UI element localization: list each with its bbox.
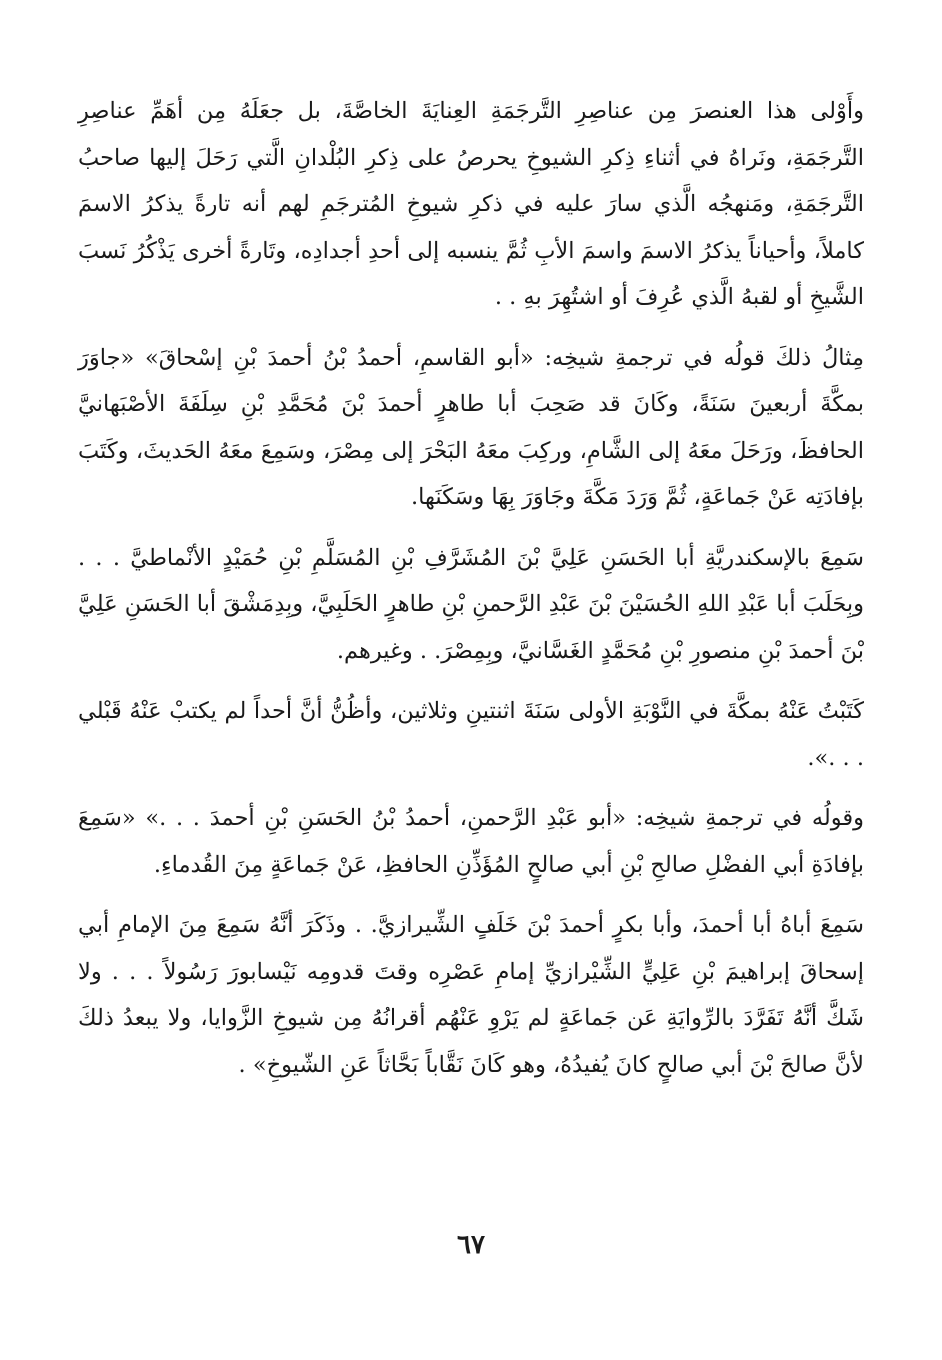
paragraph-3: سَمِعَ بالإسكندريَّةِ أبا الحَسَنِ عَلِيَّ بْنَ المُشَرَّفِ بْنِ المُسَلَّمِ بْنِ حُمَيْدٍ الأنْماطيَّ . . . وبِحَلَبَ أبا عَبْدِ اللهِ الحُسَيْنَ بْنَ عَبْدِ الرَّحمنِ بْنِ طاهرٍ الحَلَبِيَّ، وبِدِمَشْقَ أبا الحَسَنِ عَلِيَّ بْنَ أحمدَ بْنِ منصورِ بْنِ مُحَمَّدٍ الغَسَّانيَّ، وبِمِصْرَ. . وغيرهم.	[78, 544, 864, 664]
paragraph-5: وقولُه في ترجمةِ شيخِه: «أبو عَبْدِ الرَّحمنِ، أحمدُ بْنُ الحَسَنِ بْنِ أحمدَ . . .» «سَمِعَ بإفادَةِ أبي الفضْلِ صالحِ بْنِ أبي صالحٍ المُؤَذِّنِ الحافظِ، عَنْ جَماعَةٍ مِنَ القُدماءِ.	[78, 805, 864, 878]
page-number: ٦٧	[457, 1230, 485, 1260]
paragraph-4: كَتَبْتُ عَنْهُ بمكَّةَ في النَّوْبَةِ الأولى سَنَةَ اثنتينِ وثلاثين، وأظُنُّ أنَّ أحداً لم يكتبْ عَنْهُ قَبْلي . . .».	[78, 698, 864, 771]
paragraph-1: وأَوْلى هذا العنصرَ مِن عناصِرِ التَّرجَمَةِ العِنايَةَ الخاصَّةَ، بل جعَلَهُ مِن أهَمِّ عناصِرِ التَّرجَمَةِ، ونَراهُ في أثناءِ ذِكرِ الشيوخِ يحرصُ على ذِكرِ البُلْدانِ الَّتي رَحَلَ إليها صاحبُ التَّرجَمَةِ، ومَنهجُه الَّذي سارَ عليه في ذكرِ شيوخِ المُترجَمِ لهم أنه تارةً يذكرُ الاسمَ كاملاً، وأحياناً يذكرُ الاسمَ واسمَ الأبِ ثُمَّ ينسبه إلى أحدِ أجدادِه، وتَارةً أخرى يَذْكُرُ نَسبَ الشَّيخِ أو لقبهُ الَّذي عُرِفَ أو اشتُهِرَ بهِ . .	[78, 98, 864, 310]
paragraph-2: مِثالُ ذلكَ قولُه في ترجمةِ شيخِه: «أبو القاسمِ، أحمدُ بْنُ أحمدَ بْنِ إسْحاقَ» «جاوَرَ بمكَّةَ أربعينَ سَنَةً، وكَانَ قد صَحِبَ أبا طاهرٍ أحمدَ بْنَ مُحَمَّدِ بْنِ سِلَفَةَ الأصْبَهانيَّ الحافظَ، ورَحَلَ معَهُ إلى الشَّامِ، وركِبَ معَهُ البَحْرَ إلى مِصْرَ، وسَمِعَ معَهُ الحَديثَ، وكَتَبَ بإفادَتِه عَنْ جَماعَةٍ، ثُمَّ وَرَدَ مَكَّةَ وجَاوَرَ بِهَا وسَكَنَها.	[78, 344, 864, 510]
paragraph-6: سَمِعَ أباهُ أبا أحمدَ، وأبا بكرٍ أحمدَ بْنَ خَلَفٍ الشِّيرازيَّ. . وذَكَرَ أنَّهُ سَمِعَ مِنَ الإمامِ أبي إسحاقَ إبراهيمَ بْنِ عَلِيٍّ الشِّيْرازيِّ إمامِ عَصْرِه وقتَ قدومِه نَيْسابورَ رَسُولاً . . . ولا شَكَّ أنَّهُ تَفَرَّدَ بالرِّوايَةِ عَن جَماعَةٍ لم يَرْوِ عَنْهُم أقرانُهُ مِن شيوخِ الزَّوايا، ولا يبعدُ ذلكَ لأنَّ صالحَ بْنَ أبي صالحٍ كانَ يُفيدُهُ، وهو كَانَ نَقَّاباً بَحَّاثاً عَنِ الشّيوخِ» .	[78, 912, 864, 1078]
